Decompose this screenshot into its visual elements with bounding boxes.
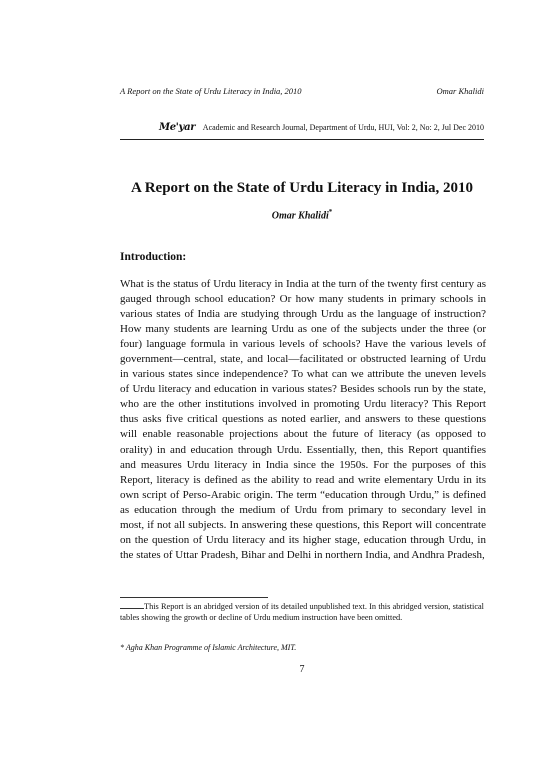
body-paragraph: What is the status of Urdu literacy in India at the turn of the twenty first century as gauged through school education? Or how many students in primary schools in various states of India are studying through Urdu as the language of instruction? How many students are learning Urdu as one of the subjects under the three (or four) language formula in various levels of schools? Have the various levels of government—central, state, and local—facilitated or obstructed learning of Urdu in various states since independence? To what can we attribute the uneven levels of Urdu literacy and education in various states? Besides schools run by the state, who are the other institutions involved in promoting Urdu literacy? This Report thus asks five critical questions as noted earlier, and answers to these questions will enable reasonable projections about the future of literacy (as opposed to orality) in and education through Urdu. Essentially, then, this Report quantifies and measures Urdu literacy in India since the 1950s. For the purposes of this Report, literacy is defined as the ability to read and write elementary Urdu in its own script of Perso-Arabic origin. The term “education through Urdu,” is defined as education through the medium of Urdu from primary to secondary level in most, if not all subjects. In answering these questions, this Report will concentrate on the question of Urdu literacy and its higher stage, education through Urdu, in the states of Uttar Pradesh, Bihar and Delhi in northern India, and Andhra Pradesh, bbox=[120, 278, 486, 561]
page-number: 7 bbox=[299, 664, 305, 675]
journal-logo: Me'yar bbox=[158, 122, 196, 133]
author-name: Omar Khalidi bbox=[271, 210, 329, 222]
journal-details: Academic and Research Journal, Department of Urdu, HUI, Vol: 2, No: 2, Jul Dec 2010 bbox=[202, 123, 484, 132]
journal-line bbox=[120, 122, 484, 140]
footnote bbox=[120, 600, 484, 623]
running-head bbox=[120, 86, 484, 96]
footnote-divider bbox=[120, 597, 268, 598]
section-heading: Introduction: bbox=[120, 251, 187, 263]
article-title: A Report on the State of Urdu Literacy in India, 2010 bbox=[130, 180, 474, 196]
running-head-author: Omar Khalidi bbox=[436, 86, 484, 96]
author-footnote-mark: * bbox=[328, 208, 333, 216]
running-head-title: A Report on the State of Urdu Literacy in India, 2010 bbox=[120, 86, 302, 96]
author-affiliation: * Agha Khan Programme of Islamic Architecture, MIT. bbox=[120, 643, 297, 652]
footnote-text: This Report is an abridged version of its detailed unpublished text. In this abridged version, statistical tables showing the growth or decline of Urdu medium instruction have been omitted. bbox=[120, 602, 484, 623]
footnote-marker-line bbox=[120, 600, 144, 609]
author-line bbox=[120, 208, 484, 221]
